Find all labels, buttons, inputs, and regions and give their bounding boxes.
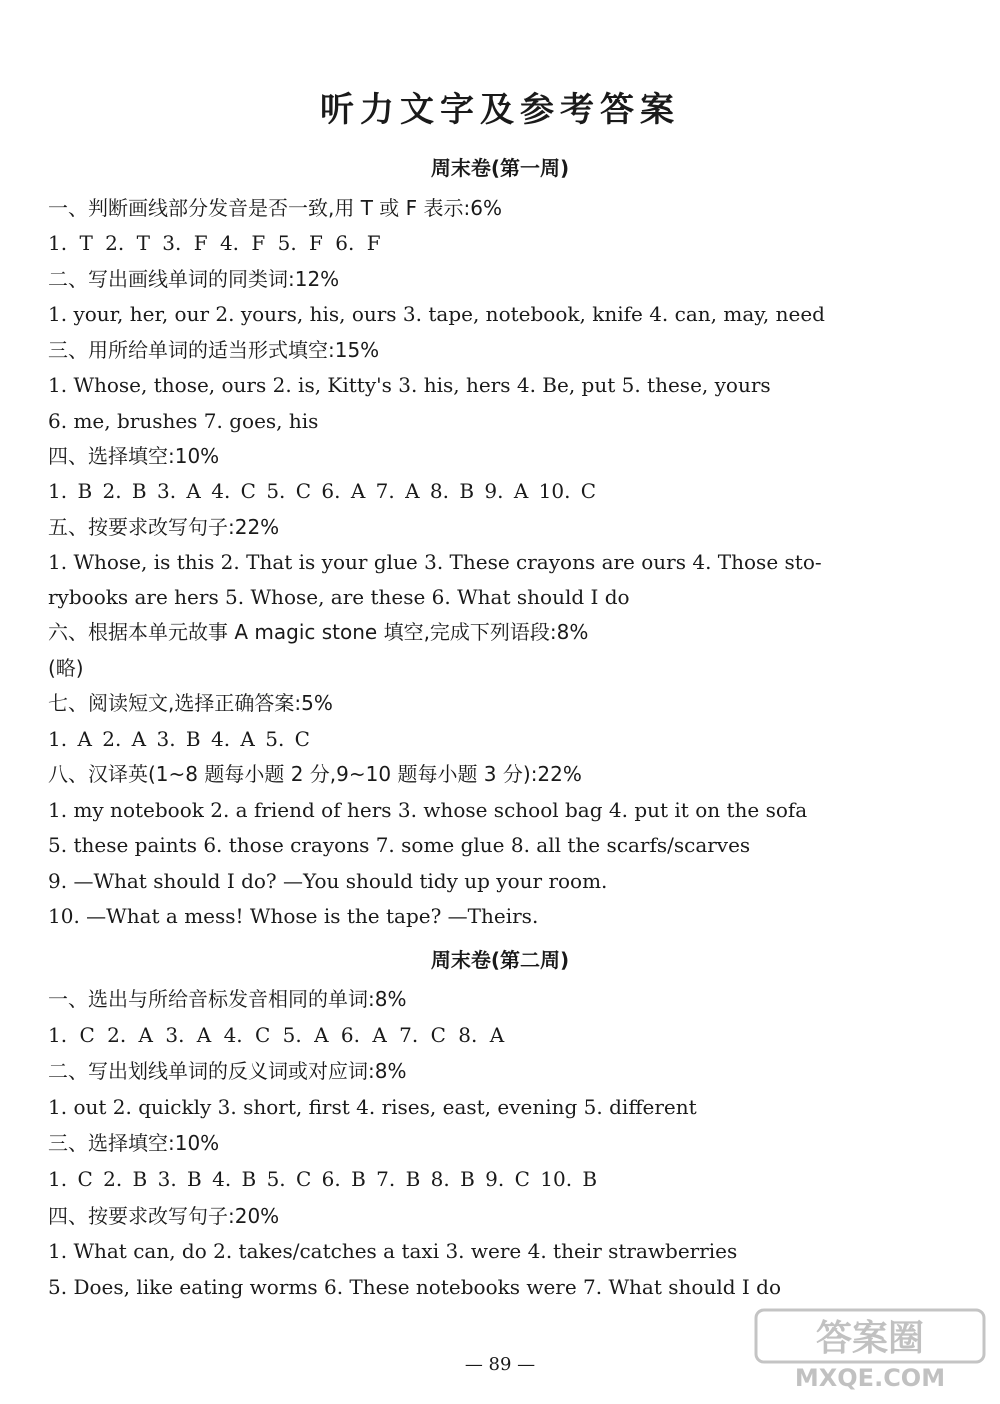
watermark-logo-text: 答案圈 — [815, 1318, 925, 1359]
week1-section2-answers: 1. your, her, our 2. yours, his, ours 3. tape, notebook, knife 4. can, may, need — [48, 302, 825, 326]
week1-section1-answers: 1. T 2. T 3. F 4. F 5. F 6. F — [48, 231, 381, 255]
watermark-url-text: MXQE.COM — [794, 1364, 946, 1392]
week2-section4-line2: 5. Does, like eating worms 6. These notebooks were 7. What should I do — [48, 1275, 781, 1299]
week2-section3-answers: 1. C 2. B 3. B 4. B 5. C 6. B 7. B 8. B 9. C 10. B — [48, 1167, 598, 1191]
week1-section8-heading: 八、汉译英(1~8 题每小题 2 分,9~10 题每小题 3 分):22% — [48, 762, 582, 786]
week1-section3-heading: 三、用所给单词的适当形式填空:15% — [48, 338, 380, 362]
week2-section4-line1: 1. What can, do 2. takes/catches a taxi 3. were 4. their strawberries — [48, 1239, 738, 1263]
watermark-logo — [750, 1304, 990, 1394]
week1-section4-heading: 四、选择填空:10% — [48, 444, 220, 468]
week1-section2-heading: 二、写出画线单词的同类词:12% — [48, 267, 340, 291]
page-title: 听力文字及参考答案 — [320, 90, 680, 130]
week1-section7-answers: 1. A 2. A 3. B 4. A 5. C — [48, 727, 310, 751]
week2-section1-answers: 1. C 2. A 3. A 4. C 5. A 6. A 7. C 8. A — [48, 1023, 505, 1047]
week1-section3-line1: 1. Whose, those, ours 2. is, Kitty's 3. his, hers 4. Be, put 5. these, yours — [48, 373, 771, 397]
week2-section1-heading: 一、选出与所给音标发音相同的单词:8% — [48, 987, 407, 1011]
week1-section8-line2: 5. these paints 6. those crayons 7. some glue 8. all the scarfs/scarves — [48, 833, 751, 857]
week2-section3-heading: 三、选择填空:10% — [48, 1131, 220, 1155]
week1-section5-line1: 1. Whose, is this 2. That is your glue 3. These crayons are ours 4. Those sto- — [48, 550, 822, 574]
week1-subtitle: 周末卷(第一周) — [430, 156, 570, 180]
week1-section4-answers: 1. B 2. B 3. A 4. C 5. C 6. A 7. A 8. B 9. A 10. C — [48, 479, 597, 503]
page-number: — 89 — — [464, 1354, 536, 1375]
week1-section3-line2: 6. me, brushes 7. goes, his — [48, 409, 319, 433]
week1-section8-line4: 10. —What a mess! Whose is the tape? —Theirs. — [48, 904, 539, 928]
week1-section8-line1: 1. my notebook 2. a friend of hers 3. whose school bag 4. put it on the sofa — [48, 798, 808, 822]
week1-section6-heading: 六、根据本单元故事 A magic stone 填空,完成下列语段:8% — [48, 620, 589, 644]
week2-section4-heading: 四、按要求改写句子:20% — [48, 1204, 280, 1228]
week1-section7-heading: 七、阅读短文,选择正确答案:5% — [48, 691, 333, 715]
week1-section5-line2: rybooks are hers 5. Whose, are these 6. What should I do — [48, 585, 630, 609]
week2-section2-heading: 二、写出划线单词的反义词或对应词:8% — [48, 1059, 407, 1083]
week2-subtitle: 周末卷(第二周) — [430, 948, 570, 972]
week1-section6-note: (略) — [48, 656, 84, 680]
week1-section5-heading: 五、按要求改写句子:22% — [48, 515, 280, 539]
week2-section2-answers: 1. out 2. quickly 3. short, first 4. rises, east, evening 5. different — [48, 1095, 697, 1119]
week1-section8-line3: 9. —What should I do? —You should tidy up your room. — [48, 869, 608, 893]
week1-section1-heading: 一、判断画线部分发音是否一致,用 T 或 F 表示:6% — [48, 196, 502, 220]
